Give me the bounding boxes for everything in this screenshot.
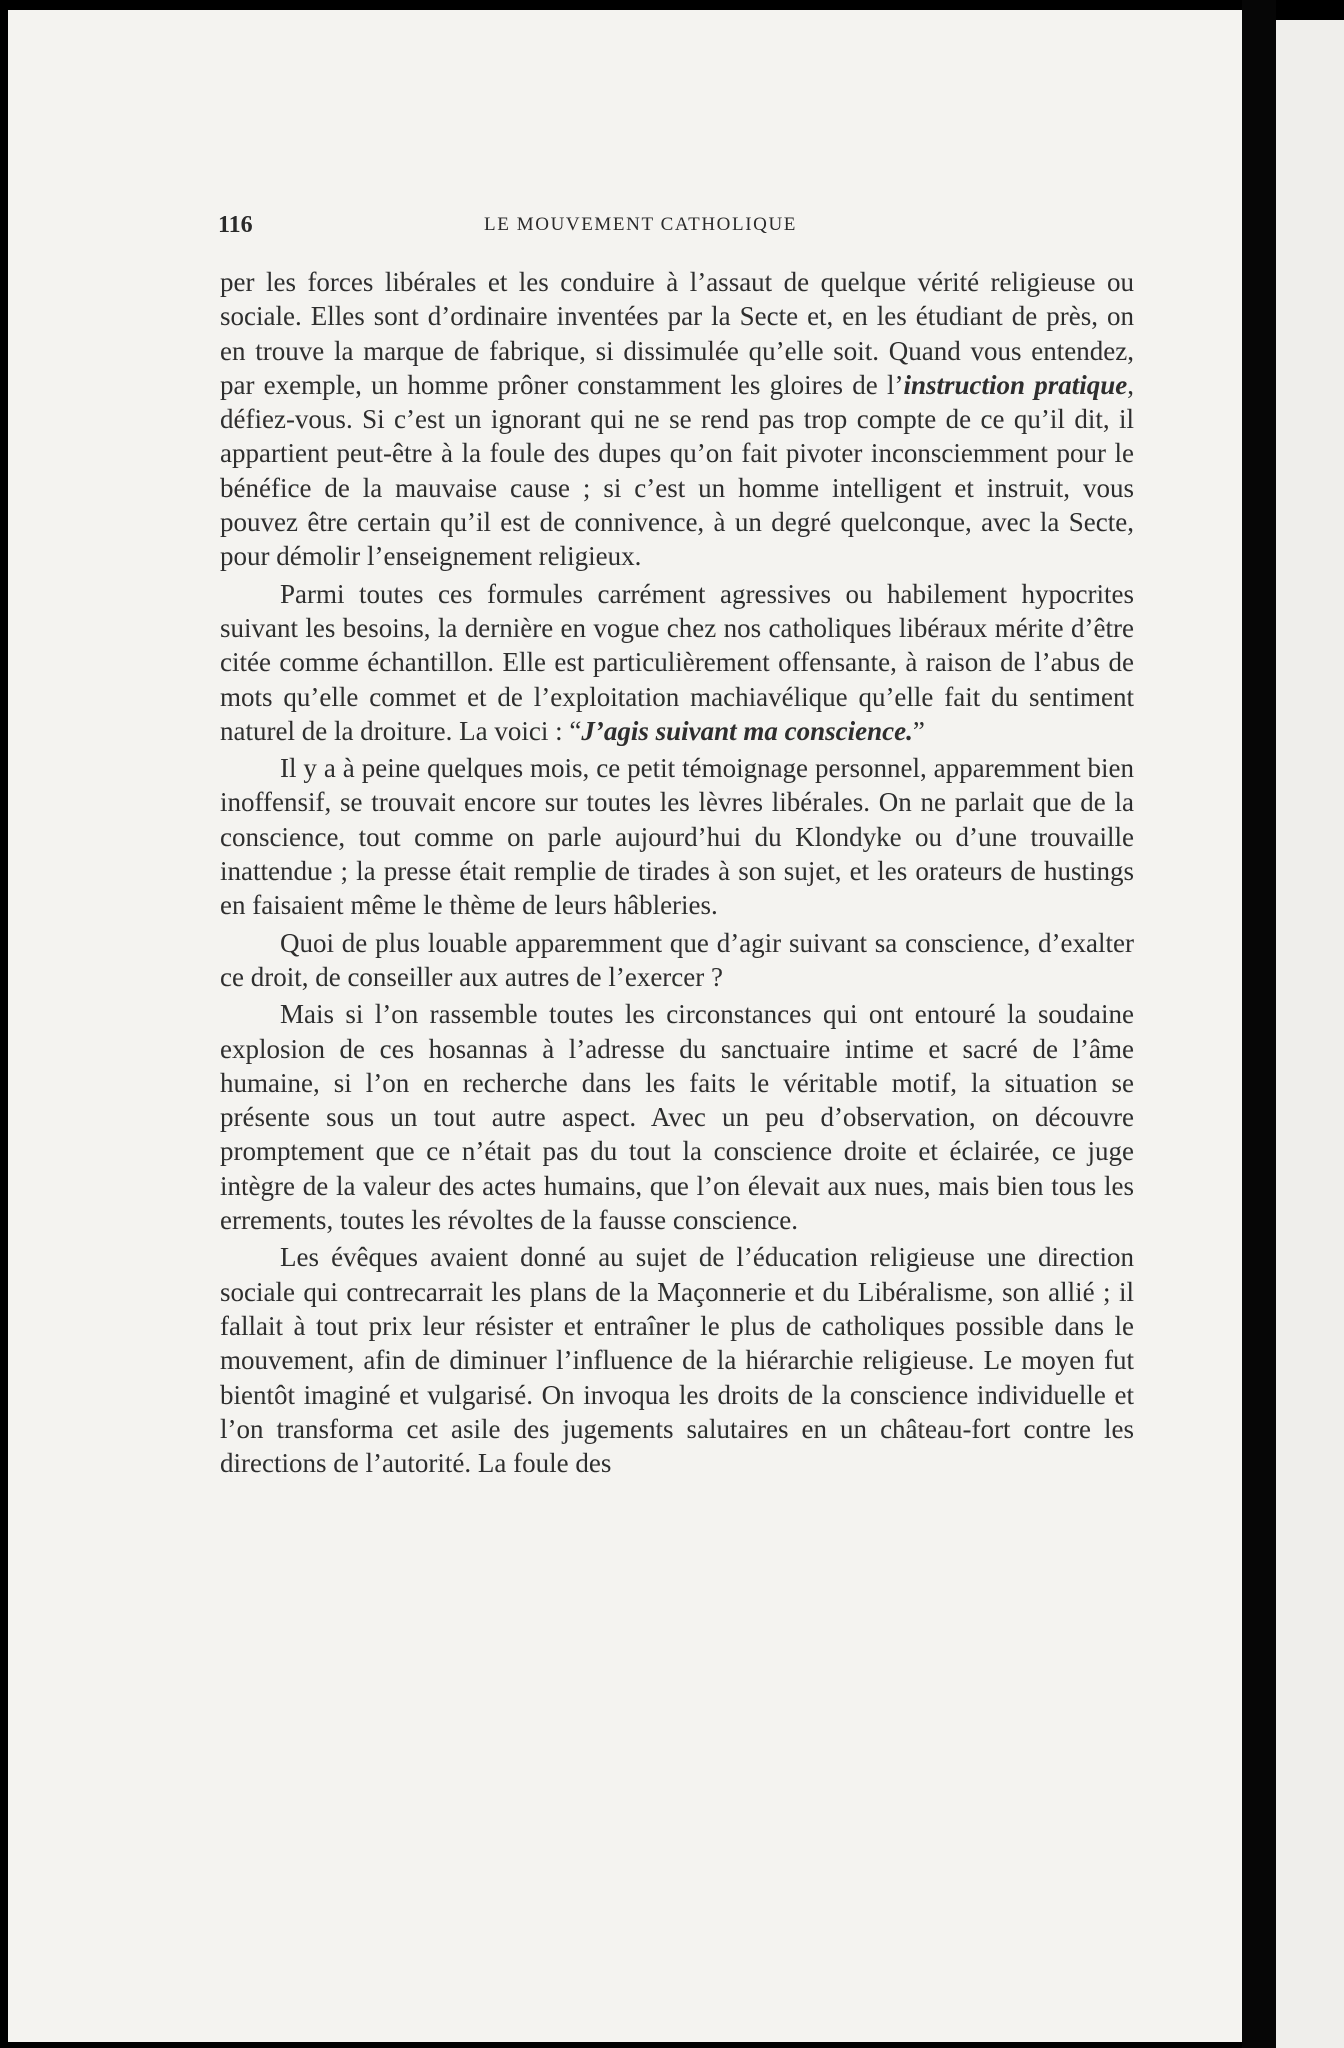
running-head: LE MOUVEMENT CATHOLIQUE <box>484 214 797 235</box>
paragraph-text: Parmi toutes ces formules carrément agressives ou habilement hypocrites suivant les besoins, la dernière en vogue chez nos catholiques libéraux mérite d’être citée comme échantillon. Elle est particulièrement offensante, à raison de l’abus de mots qu’elle commet et de l’exploitation machiavélique qu’elle fait du sentiment naturel de la droiture. La voici : “ <box>220 578 1134 746</box>
italic-quotation: J’agis suivant ma conscience. <box>581 715 913 746</box>
paragraph <box>220 265 1134 574</box>
italic-phrase: instruction pratique <box>903 369 1128 400</box>
paragraph <box>220 577 1134 748</box>
page-header <box>218 212 1134 236</box>
paragraph-text: per les forces libérales et les conduire à l’assaut de quelque vérité religieuse ou sociale. Elles sont d’ordinaire inventées par la Secte et, en les étudiant de près, on en trouve la marque de fabrique, si dissimulée qu’elle soit. Quand vous entendez, par exemple, un homme prôner constamment les gloires de l’ <box>220 267 1134 400</box>
adjacent-page-edge <box>1276 20 1344 2048</box>
paragraph: Mais si l’on rassemble toutes les circonstances qui ont entouré la soudaine explosion de ces hosannas à l’adresse du sanctuaire intime et sacré de l’âme humaine, si l’on en recherche dans les faits le véritable motif, la situation se présente sous un tout autre aspect. Avec un peu d’observation, on découvre promptement que ce n’était pas du tout la conscience droite et éclairée, ce juge intègre de la valeur des actes humains, que l’on élevait aux nues, mais bien tous les errements, toutes les révoltes de la fausse conscience. <box>220 999 1134 1236</box>
paragraph-text: , défiez-vous. Si c’est un ignorant qui ne se rend pas trop compte de ce qu’il dit, il appartient peut-être à la foule des dupes qu’on fait pivoter inconsciemment pour le bénéfice de la mauvaise cause ; si c’est un homme intelligent et instruit, vous pouvez être certain qu’il est de connivence, à un degré quelconque, avec la Secte, pour démolir l’enseignement religieux. <box>220 369 1134 572</box>
paragraph: Les évêques avaient donné au sujet de l’éducation religieuse une direction sociale qui contrecarrait les plans de la Maçonnerie et du Libéralisme, son allié ; il fallait à tout prix leur résister et entraîner le plus de catholiques possible dans le mouvement, afin de diminuer l’influence de la hiérarchie religieuse. Le moyen fut bientôt imaginé et vulgarisé. On invoqua les droits de la conscience individuelle et l’on transforma cet asile des jugements salutaires en un château-fort contre les directions de l’autorité. La foule des <box>220 1242 1134 1479</box>
page-gutter <box>1242 0 1276 2048</box>
paragraph-text: ” <box>912 715 925 746</box>
paragraph: Quoi de plus louable apparemment que d’agir suivant sa conscience, d’exalter ce droit, de conseiller aux autres de l’exercer ? <box>220 927 1134 992</box>
paragraph: Il y a à peine quelques mois, ce petit témoignage personnel, apparemment bien inoffensif, se trouvait encore sur toutes les lèvres libérales. On ne parlait que de la conscience, tout comme on parle aujourd’hui du Klondyke ou d’une trouvaille inattendue ; la presse était remplie de tirades à son sujet, et les orateurs de hustings en faisaient même le thème de leurs hâbleries. <box>220 753 1134 921</box>
body-text <box>220 265 1134 1483</box>
page-number: 116 <box>218 212 253 238</box>
